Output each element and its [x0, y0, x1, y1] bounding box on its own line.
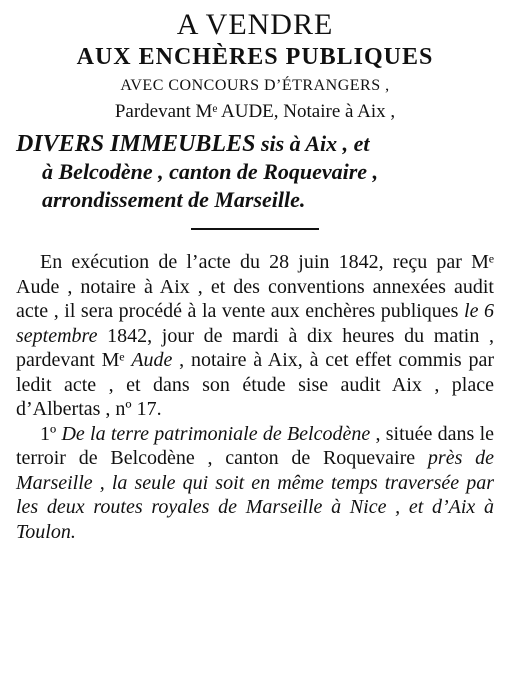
p2-number: 1º [40, 422, 62, 445]
p2-text-c: près de Marseille , la seule qui soit en même temps traversée par les deux routes royales de Marseille à Nice , et d’Aix à Toulon. [16, 447, 494, 543]
p2-text-a: De la terre patrimoniale de Belcodène [61, 422, 371, 445]
lead-line-2: à Belcodène , canton de Roquevaire , [42, 159, 379, 184]
paragraph-1 [16, 250, 494, 422]
lead-block [16, 130, 494, 214]
notice-concours: AVEC CONCOURS D’ÉTRANGERS , [120, 77, 390, 94]
lead-bold: DIVERS IMMEUBLES [16, 131, 256, 157]
p1-text-c: , notaire à Aix, à cet effet commis par ledit acte , et dans son étude sise audit Aix , place d’Albertas , nº 17. [16, 349, 494, 420]
p1-text-b: 1842, jour de mardi à dix heures du matin , pardevant Mᵉ [16, 324, 494, 371]
notice-title: A VENDRE [176, 8, 334, 41]
lead-line-1 [16, 130, 494, 158]
p1-aude: Aude [131, 349, 173, 371]
notice-subtitle: AUX ENCHÈRES PUBLIQUES [76, 44, 434, 70]
paragraph-2 [16, 422, 494, 545]
lead-line-3: arrondissement de Marseille. [42, 187, 306, 212]
notice-notaire: Pardevant Mᵉ AUDE, Notaire à Aix , [114, 101, 396, 122]
divider-rule [191, 228, 319, 230]
notice-body [16, 250, 494, 544]
lead-line-1-rest: sis à Aix , et [255, 131, 370, 156]
p1-text-a: En exécution de l’acte du 28 juin 1842, reçu par Mᵉ Aude , notaire à Aix , et des conventions annexées audit acte , il sera procédé à la vente aux enchères publiques [16, 251, 494, 322]
p1-date: le 6 septembre [16, 300, 494, 347]
p2-text-b: , située dans le terroir de Belcodène , canton de Roquevaire [16, 422, 495, 469]
